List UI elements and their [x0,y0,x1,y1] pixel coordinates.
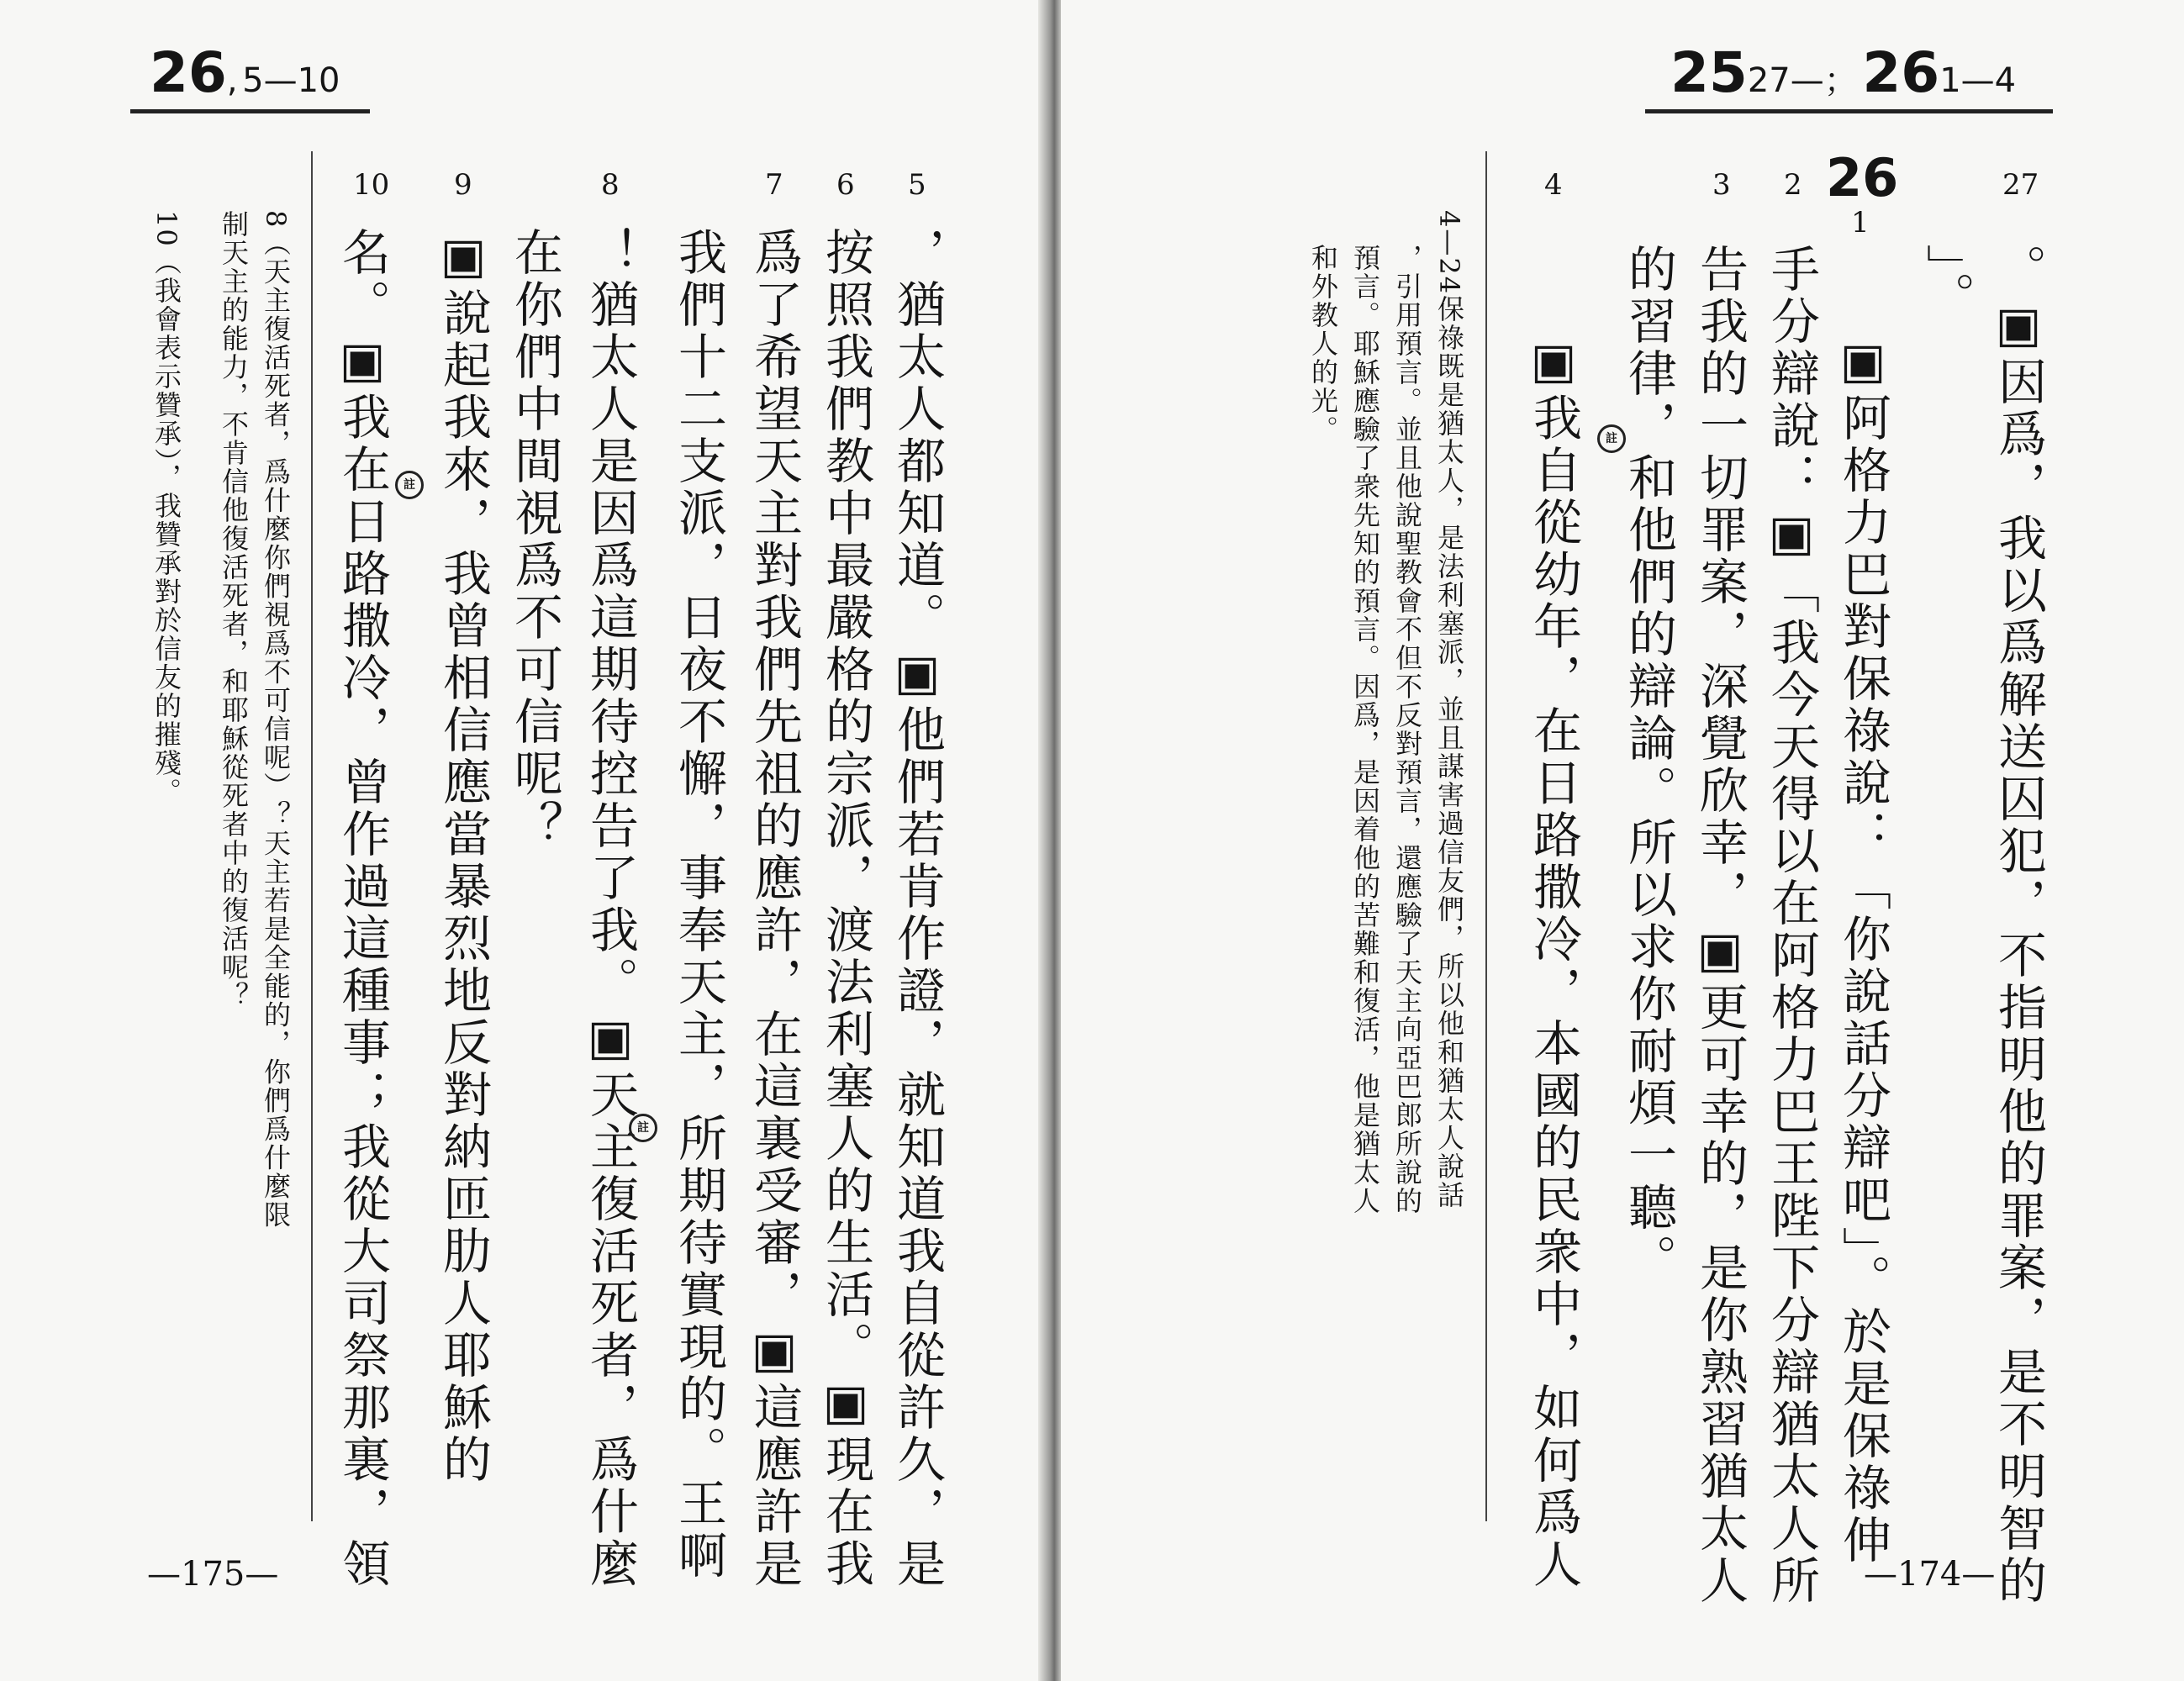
text-column: 手分辯說：▣「我今天得以在阿格力巴王陛下分辯猶太人所 [1763,244,1820,1607]
page-175 [0,0,1042,1681]
column-divider-right [1485,151,1487,1521]
text-column: 爲了希望天主對我們先祖的應許，在這裏受審，▣這應許是 [746,227,803,1590]
verse-number: 10 [353,168,390,202]
header-chapter-1: 25 [1670,40,1748,105]
verse-number: 9 [454,168,472,202]
verse-number: 8 [601,168,620,202]
header-range-2: 1—4 [1939,61,2017,100]
note-column: 8（天主復活死者，爲什麼你們視爲不可信呢）？天主若是全能的，你們爲什麼限 [260,210,292,1230]
note-column: 預言。耶穌應驗了衆先知的預言。因爲，是因着他的苦難和復活，他是猶太人 [1349,244,1381,1215]
text-column: 」。 [1918,244,1976,324]
verse-number: 2 [1784,168,1802,202]
note-column: 制天主的能力，不肯信他復活死者，和耶穌從死者中的復活呢？ [218,210,250,1010]
verse-number: 27 [2002,168,2039,202]
header-rule-left [130,109,370,113]
note-column: ，引用預言。並且他說聖教會不但不反對預言，還應驗了天主向亞巴郎所說的 [1391,244,1423,1215]
verse-number: 4 [1544,168,1563,202]
page-number-175: —175— [147,1555,279,1594]
page-number-174: —174— [1864,1555,1996,1594]
text-column: 按照我們教中最嚴格的宗派，渡法利塞人的生活。▣現在我 [817,227,874,1590]
text-column: ▣阿格力巴對保祿說：「你說話分辯吧」。於是保祿伸 [1834,332,1891,1567]
page-174 [1061,0,2184,1681]
header-sep: , [226,61,238,100]
page-header-left [150,40,340,105]
verse-number: 6 [836,168,855,202]
column-divider-left [311,151,313,1521]
text-column: 的習律，和他們的辯論。所以求你耐煩一聽。 [1620,244,1677,1286]
header-chapter: 26 [150,40,227,105]
header-chapter-2: 26 [1862,40,1940,105]
verse-number: 3 [1712,168,1731,202]
note-column: 10（我會表示贊承），我贊承對於信友的摧殘。 [150,210,182,806]
header-range: 5—10 [242,61,340,100]
footnote-marker-icon: 註 [1597,424,1626,453]
verse-number: 5 [908,168,926,202]
chapter-number: 26 [1826,147,1899,208]
header-sep: ； [1823,61,1858,100]
header-rule-right [1645,109,2053,113]
page-header-right [1670,40,2016,105]
text-column: ！猶太人是因爲這期待控告了我。▣天主復活死者，爲什麼 [582,227,639,1590]
text-column: ，猶太人都知道。▣他們若肯作證，就知道我自從許久，是 [889,227,946,1590]
header-range-1: 27— [1747,61,1824,100]
text-column: 名。▣我在日路撒冷，曾作過這種事；我從大司祭那裏，領 [334,227,391,1590]
verse-number: 7 [765,168,783,202]
verse-number: 1 [1851,206,1870,240]
footnote-marker-icon: 註 [629,1114,657,1142]
text-column: 我們十二支派，日夜不懈，事奉天主，所期待實現的。王啊 [670,227,727,1582]
text-column: 在你們中間視爲不可信呢？ [506,227,563,852]
text-column: ▣我自從幼年，在日路撒冷，本國的民衆中，如何爲人 [1525,332,1582,1591]
text-column: ▣說起我來，我曾相信應當暴烈地反對納匝肋人耶穌的 [435,227,492,1486]
text-column: 告我的一切罪案，深覺欣幸，▣更可幸的，是你熟習猶太人 [1691,244,1749,1607]
note-column: 和外教人的光。 [1307,244,1339,444]
note-column: 4—24保祿既是猶太人，是法利塞派，並且謀害過信友們，所以他和猶太人說話 [1433,210,1465,1210]
text-column: 。▣因爲，我以爲解送囚犯，不指明他的罪案，是不明智的 [1990,244,2047,1607]
footnote-marker-icon: 註 [395,471,424,499]
